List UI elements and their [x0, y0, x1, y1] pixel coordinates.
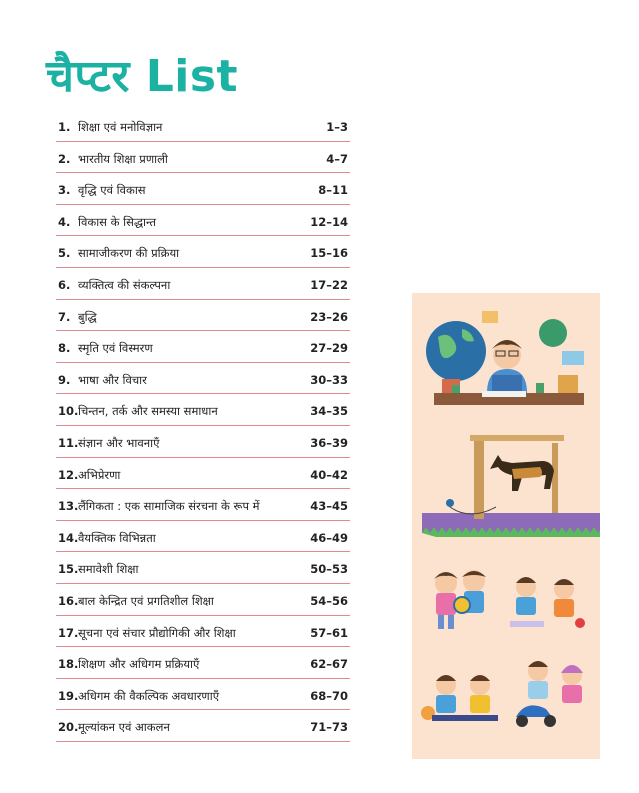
chapter-number: 14.: [58, 530, 79, 545]
chapter-title: वैयक्तिक विभिन्नता: [78, 530, 156, 545]
chapter-row: [56, 236, 350, 268]
chapter-row: [56, 426, 350, 458]
chapter-row: [56, 710, 350, 742]
children-play-illustration: [421, 570, 585, 727]
chapter-row: [56, 268, 350, 300]
chapter-row: [56, 679, 350, 711]
chapter-pages: 1–3: [326, 120, 348, 134]
chapter-number: 18.: [58, 657, 79, 672]
chapter-title: चिन्तन, तर्क और समस्या समाधान: [78, 404, 218, 419]
chapter-title: शिक्षा एवं मनोविज्ञान: [78, 120, 163, 134]
chapter-number: 11.: [58, 435, 79, 450]
chapter-title: सामाजीकरण की प्रक्रिया: [78, 246, 180, 261]
chapter-number: 7.: [58, 309, 71, 324]
chapter-row: [56, 584, 350, 616]
chapter-number: 4.: [58, 214, 71, 229]
chapter-pages: 46–49: [310, 530, 348, 545]
chapter-pages: 36–39: [310, 435, 348, 450]
chapter-row: [56, 521, 350, 553]
chapter-row: [56, 394, 350, 426]
chapter-pages: 30–33: [310, 372, 348, 387]
chapter-title: भाषा और विचार: [78, 372, 147, 387]
chapter-pages: 71–73: [310, 720, 348, 735]
chapter-list: [56, 110, 350, 742]
chapter-title: बाल केन्द्रित एवं प्रगतिशील शिक्षा: [78, 593, 214, 608]
chapter-title: बुद्धि: [78, 309, 97, 324]
chapter-pages: 34–35: [310, 404, 348, 419]
chapter-number: 20.: [58, 720, 79, 735]
chapter-title: समावेशी शिक्षा: [78, 562, 139, 577]
chapter-title: वृद्धि एवं विकास: [78, 183, 146, 198]
chapter-pages: 8–11: [318, 183, 348, 198]
chapter-row: [56, 489, 350, 521]
chapter-title: अभिप्रेरणा: [78, 467, 121, 482]
chapter-pages: 27–29: [310, 341, 348, 356]
chapter-title: मूल्यांकन एवं आकलन: [78, 720, 170, 735]
chapter-row: [56, 110, 350, 142]
chapter-row: [56, 647, 350, 679]
chapter-row: [56, 300, 350, 332]
chapter-pages: 43–45: [310, 499, 348, 514]
chapter-row: [56, 363, 350, 395]
illustration-panel: [412, 293, 600, 759]
chapter-title: स्मृति एवं विस्मरण: [78, 341, 153, 356]
chapter-title: संज्ञान और भावनाएँ: [78, 435, 160, 450]
chapter-pages: 57–61: [310, 625, 348, 640]
chapter-pages: 4–7: [326, 151, 348, 166]
chapter-title: भारतीय शिक्षा प्रणाली: [78, 151, 168, 166]
chapter-pages: 15–16: [310, 246, 348, 261]
chapter-pages: 54–56: [310, 593, 348, 608]
chapter-row: [56, 142, 350, 174]
chapter-title: शिक्षण और अधिगम प्रक्रियाएँ: [78, 657, 200, 672]
chapter-number: 2.: [58, 151, 71, 166]
chapter-row: [56, 552, 350, 584]
chapter-row: [56, 331, 350, 363]
chapter-number: 9.: [58, 372, 71, 387]
chapter-number: 6.: [58, 277, 71, 292]
chapter-number: 8.: [58, 341, 71, 356]
chapter-title: व्यक्तित्व की संकल्पना: [78, 277, 171, 292]
student-study-illustration: [426, 311, 584, 405]
page-title: चैप्टर List: [46, 51, 239, 102]
chapter-row: [56, 458, 350, 490]
chapter-number: 19.: [58, 688, 79, 703]
chapter-number: 3.: [58, 183, 71, 198]
chapter-number: 12.: [58, 467, 79, 482]
chapter-row: [56, 205, 350, 237]
chapter-pages: 12–14: [310, 214, 348, 229]
chapter-number: 1.: [58, 120, 71, 134]
chapter-pages: 50–53: [310, 562, 348, 577]
chapter-title: विकास के सिद्धान्त: [78, 214, 157, 229]
chapter-pages: 40–42: [310, 467, 348, 482]
chapter-number: 17.: [58, 625, 79, 640]
chapter-row: [56, 173, 350, 205]
chapter-title: सूचना एवं संचार प्रौद्योगिकी और शिक्षा: [78, 625, 236, 640]
chapter-number: 13.: [58, 499, 79, 514]
chapter-number: 15.: [58, 562, 79, 577]
chapter-row: [56, 616, 350, 648]
chapter-number: 5.: [58, 246, 71, 261]
chapter-title: लैंगिकता : एक सामाजिक संरचना के रूप में: [78, 499, 260, 514]
chapter-pages: 68–70: [310, 688, 348, 703]
chapter-pages: 17–22: [310, 277, 348, 292]
chapter-number: 10.: [58, 404, 79, 419]
chapter-number: 16.: [58, 593, 79, 608]
chapter-title: अधिगम की वैकल्पिक अवधारणाएँ: [78, 688, 220, 703]
dog-experiment-illustration: [422, 435, 600, 537]
chapter-pages: 62–67: [310, 657, 348, 672]
chapter-pages: 23–26: [310, 309, 348, 324]
